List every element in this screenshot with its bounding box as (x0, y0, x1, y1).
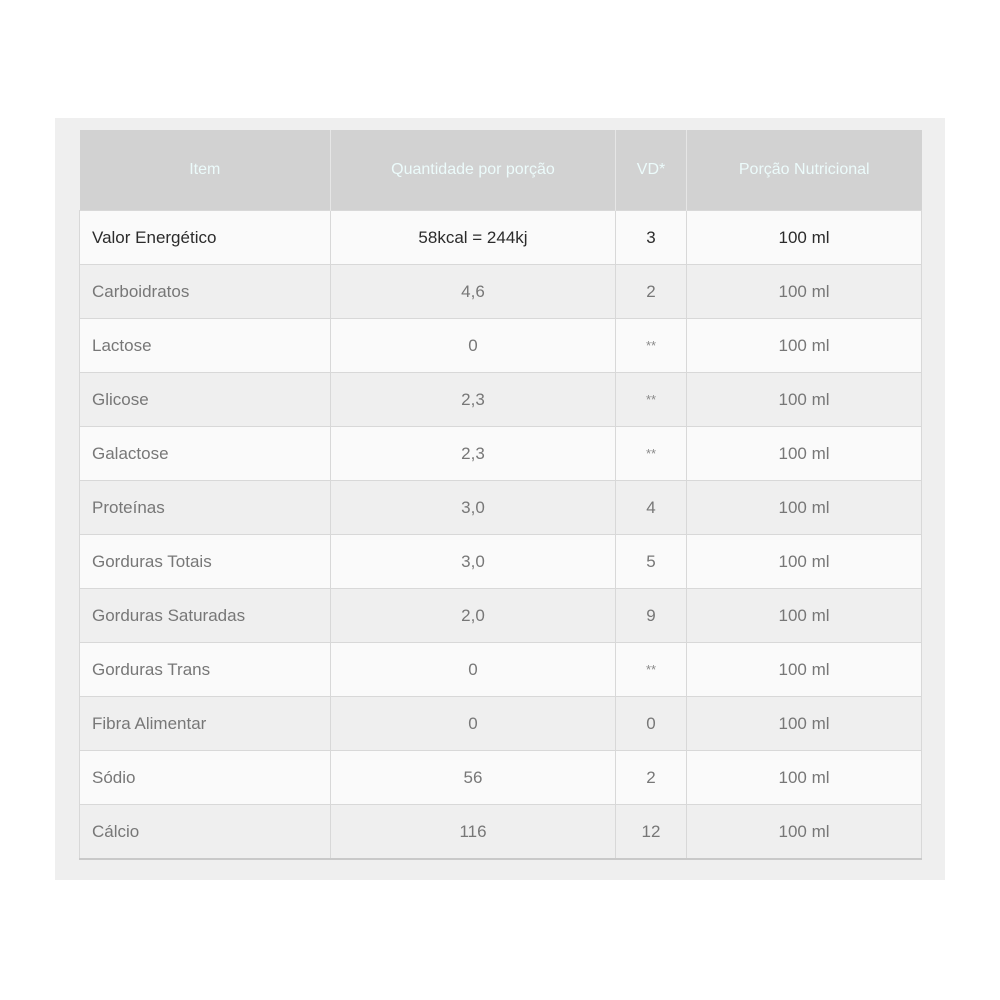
cell-item: Gorduras Trans (80, 643, 331, 697)
cell-vd: 4 (616, 481, 687, 535)
table-row (80, 481, 922, 535)
table-row (80, 751, 922, 805)
table-row (80, 697, 922, 751)
header-portion: Porção Nutricional (687, 130, 922, 211)
table-row (80, 643, 922, 697)
cell-item: Carboidratos (80, 265, 331, 319)
cell-item: Valor Energético (80, 211, 331, 265)
cell-portion: 100 ml (687, 373, 922, 427)
cell-portion: 100 ml (687, 805, 922, 860)
cell-portion: 100 ml (687, 319, 922, 373)
cell-vd: ** (616, 319, 687, 373)
cell-quantity: 2,0 (331, 589, 616, 643)
cell-vd: 9 (616, 589, 687, 643)
cell-item: Galactose (80, 427, 331, 481)
table-header (80, 130, 922, 211)
cell-quantity: 0 (331, 643, 616, 697)
cell-portion: 100 ml (687, 643, 922, 697)
cell-vd: 0 (616, 697, 687, 751)
cell-item: Glicose (80, 373, 331, 427)
cell-portion: 100 ml (687, 265, 922, 319)
cell-item: Gorduras Totais (80, 535, 331, 589)
header-row (80, 130, 922, 211)
table-row (80, 373, 922, 427)
table-row (80, 265, 922, 319)
cell-vd: 2 (616, 751, 687, 805)
cell-quantity: 116 (331, 805, 616, 860)
cell-quantity: 4,6 (331, 265, 616, 319)
table-row (80, 211, 922, 265)
cell-portion: 100 ml (687, 751, 922, 805)
cell-portion: 100 ml (687, 697, 922, 751)
cell-vd: 3 (616, 211, 687, 265)
nutrition-table (79, 130, 922, 860)
cell-vd: 2 (616, 265, 687, 319)
table-row (80, 589, 922, 643)
nutrition-panel (55, 118, 945, 880)
cell-item: Fibra Alimentar (80, 697, 331, 751)
cell-portion: 100 ml (687, 481, 922, 535)
table-row (80, 427, 922, 481)
cell-vd: ** (616, 427, 687, 481)
header-quantity: Quantidade por porção (331, 130, 616, 211)
cell-quantity: 58kcal = 244kj (331, 211, 616, 265)
cell-vd: 12 (616, 805, 687, 860)
cell-vd: ** (616, 643, 687, 697)
cell-quantity: 0 (331, 319, 616, 373)
cell-item: Sódio (80, 751, 331, 805)
cell-quantity: 2,3 (331, 373, 616, 427)
cell-portion: 100 ml (687, 535, 922, 589)
table-body (80, 211, 922, 860)
cell-portion: 100 ml (687, 211, 922, 265)
table-row (80, 805, 922, 860)
cell-quantity: 2,3 (331, 427, 616, 481)
cell-vd: 5 (616, 535, 687, 589)
cell-portion: 100 ml (687, 427, 922, 481)
cell-quantity: 3,0 (331, 535, 616, 589)
header-item: Item (80, 130, 331, 211)
cell-item: Cálcio (80, 805, 331, 860)
cell-item: Gorduras Saturadas (80, 589, 331, 643)
table-row (80, 319, 922, 373)
cell-vd: ** (616, 373, 687, 427)
header-vd: VD* (616, 130, 687, 211)
table-row (80, 535, 922, 589)
cell-portion: 100 ml (687, 589, 922, 643)
cell-quantity: 0 (331, 697, 616, 751)
cell-quantity: 56 (331, 751, 616, 805)
cell-item: Proteínas (80, 481, 331, 535)
cell-item: Lactose (80, 319, 331, 373)
cell-quantity: 3,0 (331, 481, 616, 535)
